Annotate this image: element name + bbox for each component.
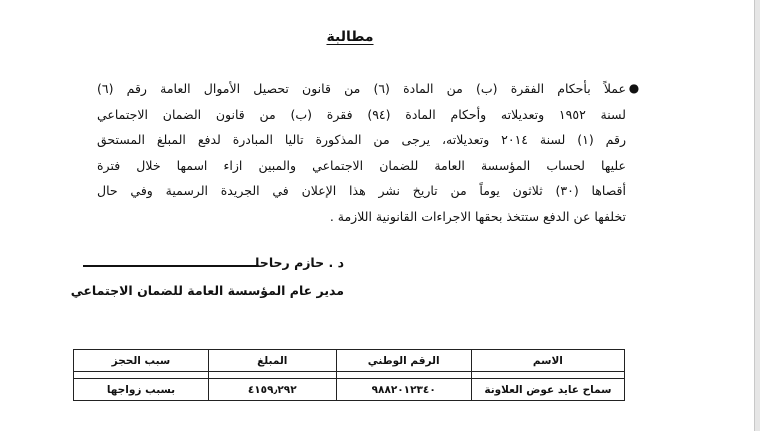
header-amount: المبلغ (208, 350, 336, 372)
paragraph-text (97, 76, 626, 229)
paragraph-line: لسنة ١٩٥٢ وتعديلاته وأحكام المادة (٩٤) فقرة (ب) من قانون الضمان الاجتماعي (97, 106, 626, 122)
table-spacer-row (74, 372, 625, 379)
table-row (74, 379, 625, 401)
header-name: الاسم (471, 350, 624, 372)
document-title: مطالبة (326, 29, 374, 45)
paragraph-line: عليها لحساب المؤسسة العامة للضمان الاجتماعي والمبين ازاء اسمها خلال فترة (97, 157, 626, 173)
signer-name: د . حازم رحاحلـــ (241, 255, 344, 270)
notice-paragraph (97, 76, 642, 229)
bullet-icon: ● (628, 81, 640, 95)
paragraph-line: رقم (١) لسنة ٢٠١٤ وتعديلاته، يرجى من المذكورة تاليا المبادرة لدفع المبلغ المستحق (97, 132, 626, 147)
paragraph-line: أقصاها (٣٠) ثلاثون يوماً من تاريخ نشر هذا الإعلان في الجريدة الرسمية وفي حال (97, 183, 626, 198)
cell-name: سماح عايد عوض العلاونة (471, 379, 624, 401)
header-reason: سبب الحجز (74, 350, 209, 372)
claims-table (73, 349, 625, 401)
cell-reason: بسبب زواجها (74, 379, 209, 401)
cell-amount: ٤١٥٩٫٢٩٢ (208, 379, 336, 401)
header-national-id: الرقم الوطني (336, 350, 471, 372)
paragraph-line: عملاً بأحكام الفقرة (ب) من المادة (٦) من قانون تحصيل الأموال العامة رقم (٦) (97, 81, 626, 96)
signer-title: مدير عام المؤسسة العامة للضمان الاجتماعي (70, 283, 344, 298)
table-header-row (74, 350, 625, 372)
cell-national-id: ٩٨٨٢٠١٢٣٤٠ (336, 379, 471, 401)
signature-line (83, 265, 258, 267)
paragraph-line: تخلفها عن الدفع ستتخذ بحقها الاجراءات القانونية اللازمة . (329, 208, 626, 224)
